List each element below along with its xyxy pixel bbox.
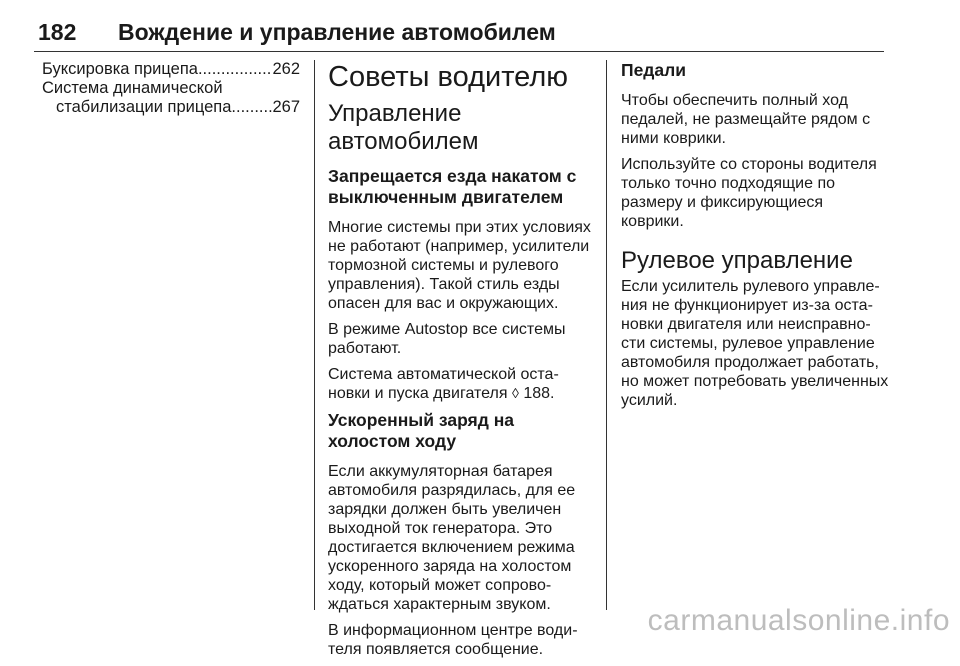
paragraph-with-ref (328, 365, 592, 403)
paragraph: Если усилитель рулевого управления не функционирует из-за остановки двигателя или неисправности системы, рулевое управление автомобиля продолжает работать, но может потребовать увеличенных усилий. (621, 278, 889, 409)
content-column-3 (621, 60, 889, 417)
toc-entry-towing[interactable] (42, 60, 300, 79)
toc-title: Буксировка прицепа (42, 60, 198, 78)
paragraph-text: Система автоматической остановки и пуска двигателя (328, 366, 559, 402)
watermark-text: carmanualsonline.info (647, 604, 950, 637)
subsection-steering: Рулевое управление (621, 247, 853, 274)
toc-title-line: Система динамической (42, 79, 223, 97)
toc-column (42, 60, 300, 117)
content-column-2 (328, 60, 592, 666)
paragraph: В режиме Autostop все системы работают. (328, 321, 566, 357)
column-divider-2 (606, 60, 607, 610)
toc-entry-trailer-stability[interactable] (42, 98, 300, 117)
paragraph: Используйте со стороны водителя только точно подходящие по размеру и фиксирующиеся коврики. (621, 156, 877, 230)
toc-page: 262 (272, 60, 300, 78)
subsection-title: Управление автомобилем (328, 100, 479, 155)
paragraph: Если аккумуляторная батарея автомобиля разрядилась, для ее зарядки должен быть увеличен выходной ток генератора. Это достигается включением режима ускоренного заряда на холостом ходу, который может сопровождаться характерным звуком. (328, 463, 576, 613)
chapter-title: Вождение и управление автомобилем (118, 19, 556, 45)
heading-pedals: Педали (621, 60, 687, 80)
paragraph: Чтобы обеспечить полный ход педалей, не размещайте рядом с ними коврики. (621, 92, 871, 147)
paragraph: Многие системы при этих условиях не работают (например, усилители тормозной системы и рулевого управления). Такой стиль езды опасен для вас и окружающих. (328, 219, 591, 312)
header-rule (34, 51, 884, 52)
page-header (34, 14, 884, 54)
toc-title: стабилизации прицепа (56, 98, 232, 116)
toc-leader (231, 98, 272, 117)
page-number: 182 (38, 19, 77, 45)
toc-page: 267 (272, 98, 300, 116)
heading-idle-charge: Ускоренный заряд на холостом ходу (328, 410, 515, 451)
column-divider-1 (314, 60, 315, 610)
section-title: Советы водителю (328, 61, 568, 93)
toc-leader (198, 60, 273, 79)
paragraph: В информационном центре водителя появляется сообщение. (328, 622, 578, 658)
reference-arrow-icon: ◊ (511, 385, 519, 401)
page-reference-link[interactable]: 188. (523, 385, 555, 402)
heading-coasting: Запрещается езда накатом с выключенным двигателем (328, 166, 577, 207)
